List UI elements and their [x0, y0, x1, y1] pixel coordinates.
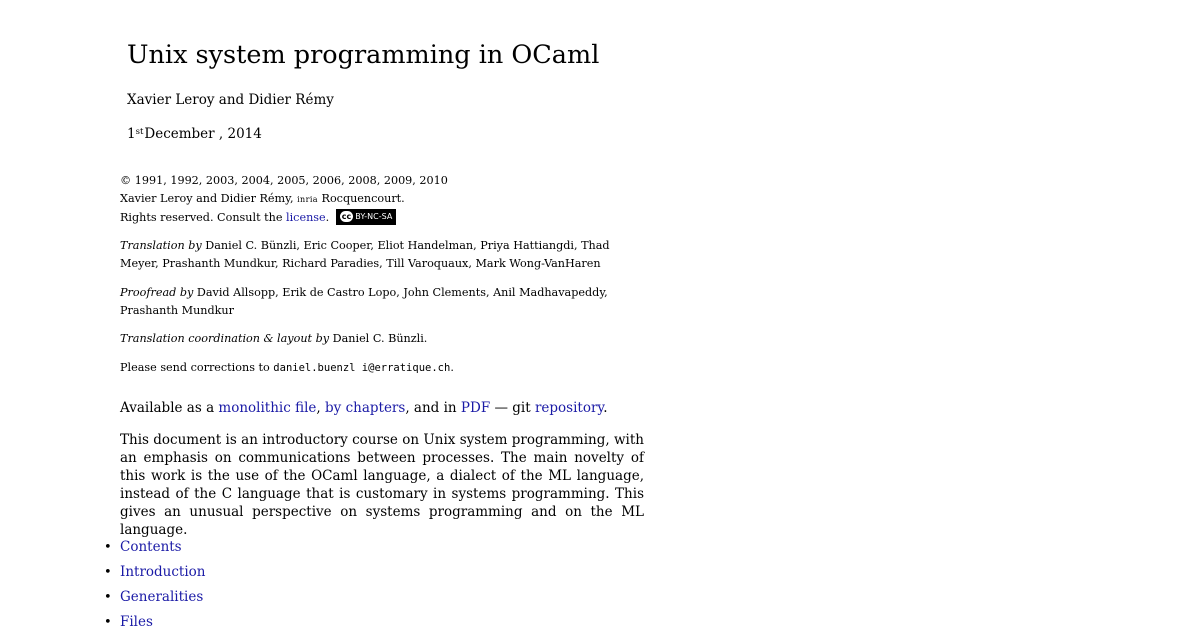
corrections-text: Please send corrections to [120, 361, 270, 374]
coordination-names: Daniel C. Bünzli. [332, 332, 428, 345]
proofread-label: Proofread by [120, 286, 194, 299]
date-rest: December , 2014 [144, 126, 262, 142]
page-title: Unix system programming in OCaml [127, 40, 600, 70]
rights-text: Rights reserved. Consult the [120, 211, 283, 224]
toc-item [104, 560, 206, 585]
copyright-holders [120, 190, 650, 209]
bullet-icon: • [104, 590, 112, 605]
availability-git: — git [494, 400, 531, 416]
toc-link-generalities[interactable]: Generalities [120, 589, 204, 605]
cc-icon: cc [341, 212, 352, 221]
toc-item [104, 535, 206, 560]
toc-item [104, 585, 206, 610]
copyright-holders-names: Xavier Leroy and Didier Rémy, [120, 192, 294, 205]
pdf-link[interactable]: PDF [460, 400, 491, 416]
toc-link-contents[interactable]: Contents [120, 539, 182, 555]
availability-and-in: , and in [405, 400, 457, 416]
intro-paragraph: This document is an introductory course on Unix system programming, with an emphasis on communications between processes. The main novelty of this work is the use of the OCaml language, a dialect of the ML language, instead of the C language that is customary in systems programming. This gives an unusual perspective on systems programming and on the ML language. [120, 432, 644, 538]
cc-badge-text: BY-NC-SA [355, 212, 393, 221]
bullet-icon: • [104, 615, 112, 630]
translation-names: Daniel C. Bünzli, Eric Cooper, Eliot Handelman, Priya Hattiangdi, Thad Meyer, Prashanth Mundkur, Richard Paradies, Till Varoquaux, Mark Wong-VanHaren [120, 239, 610, 270]
bullet-icon: • [104, 540, 112, 555]
corrections-email: daniel.buenzl i@erratique.ch [273, 362, 451, 374]
date-day-suffix: st [135, 127, 144, 137]
date-day: 1 [127, 126, 136, 142]
toc-item [104, 610, 206, 635]
toc-link-files[interactable]: Files [120, 614, 153, 630]
cc-license-badge[interactable] [336, 209, 397, 225]
bullet-icon: • [104, 565, 112, 580]
copyright-years: © 1991, 1992, 2003, 2004, 2005, 2006, 2008, 2009, 2010 [120, 174, 448, 187]
coordination-credits [120, 330, 650, 348]
availability-prefix: Available as a [120, 400, 215, 416]
rights-line: Rights reserved. Consult the license. cc BY-NC-SA [120, 209, 650, 227]
institution-name: inria [297, 195, 318, 204]
publication-date [127, 124, 262, 144]
proofread-credits [120, 284, 650, 320]
toc-link-introduction[interactable]: Introduction [120, 564, 206, 580]
proofread-names: David Allsopp, Erik de Castro Lopo, John Clements, Anil Madhavapeddy, Prashanth Mundkur [120, 286, 608, 317]
availability-line: Available as a monolithic file, by chapters, and in PDF — git repository. [120, 400, 608, 416]
translation-label: Translation by [120, 239, 202, 252]
authors: Xavier Leroy and Didier Rémy [127, 92, 334, 108]
translation-credits [120, 237, 650, 273]
copyright-block [120, 172, 650, 227]
corrections-note: Please send corrections to daniel.buenzl i@erratique.ch. [120, 361, 454, 374]
coordination-label: Translation coordination & layout by [120, 332, 330, 345]
copyright-location: Rocquencourt. [321, 192, 405, 205]
table-of-contents [104, 535, 206, 635]
license-link[interactable]: license [286, 211, 326, 224]
monolithic-file-link[interactable]: monolithic file [218, 400, 317, 416]
by-chapters-link[interactable]: by chapters [325, 400, 406, 416]
repository-link[interactable]: repository [534, 400, 604, 416]
